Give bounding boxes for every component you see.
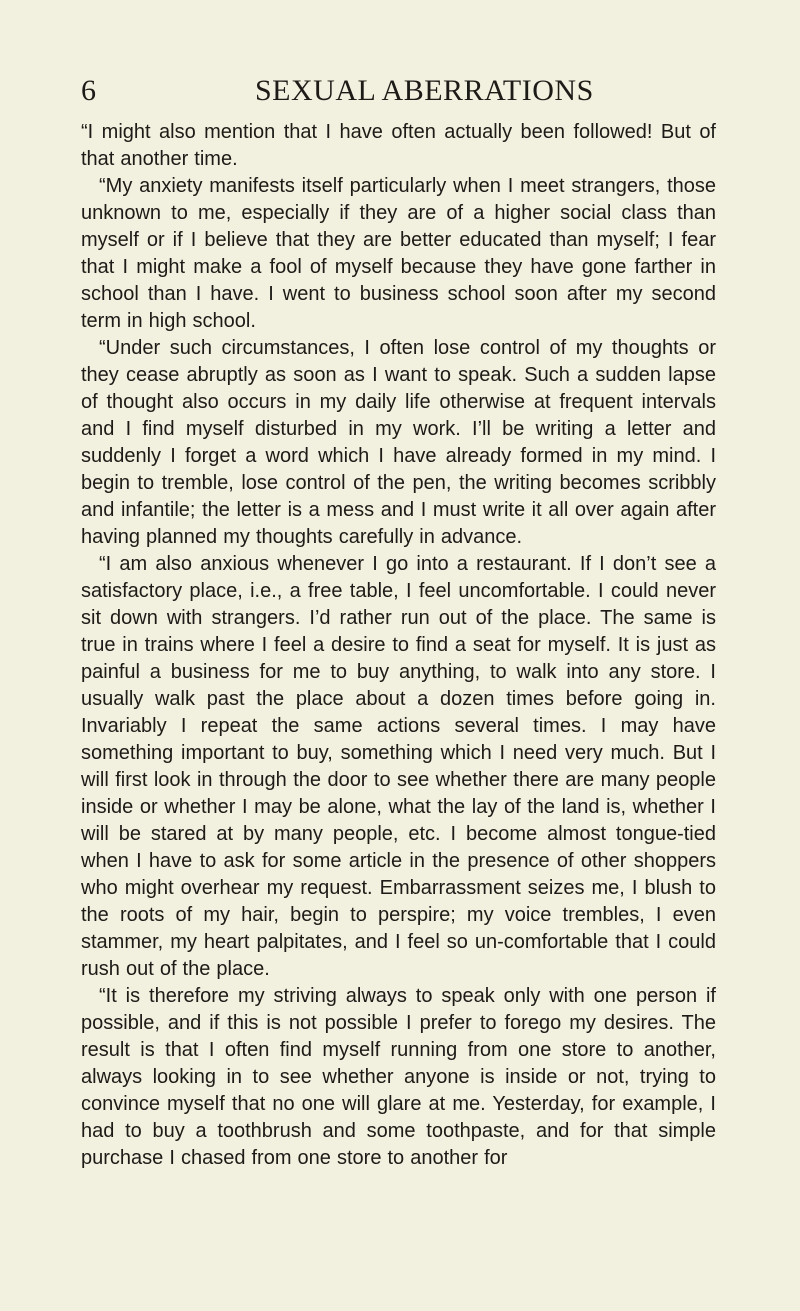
page-number: 6 xyxy=(81,74,97,107)
body-text xyxy=(81,119,716,1172)
paragraph-3: “Under such circumstances, I often lose control of my thoughts or they cease abruptly as soon as I want to speak. Such a sudden lapse of thought also occurs in my daily life otherwise at frequent intervals and I find myself disturbed in my work. I’ll be writing a letter and suddenly I forget a word which I have already formed in my mind. I begin to tremble, lose control of the pen, the writing becomes scribbly and infantile; the letter is a mess and I must write it all over again after having planned my thoughts carefully in advance. xyxy=(81,337,716,548)
paragraph-5: “It is therefore my striving always to speak only with one person if possible, and if this is not possible I prefer to forego my desires. The result is that I often find myself running from one store to another, always looking in to see whether anyone is inside or not, trying to convince myself that no one will glare at me. Yesterday, for example, I had to buy a toothbrush and some toothpaste, and for that simple purchase I chased from one store to another for xyxy=(81,985,716,1169)
running-header xyxy=(81,74,594,116)
paragraph-2: “My anxiety manifests itself particularly when I meet strangers, those unknown to me, especially if they are of a higher social class than myself or if I believe that they are better educated than myself; I fear that I might make a fool of myself because they have gone farther in school than I have. I went to business school soon after my second term in high school. xyxy=(81,175,716,332)
running-title: SEXUAL ABERRATIONS xyxy=(255,74,594,107)
paragraph-4: “I am also anxious whenever I go into a restaurant. If I don’t see a satisfactory place, i.e., a free table, I feel uncomfortable. I could never sit down with strangers. I’d rather run out of the place. The same is true in trains where I feel a desire to find a seat for myself. It is just as painful a business for me to buy anything, to walk into any store. I usually walk past the place about a dozen times before going in. Invariably I repeat the same actions several times. I may have something important to buy, something which I need very much. But I will first look in through the door to see whether there are many people inside or whether I may be alone, what the lay of the land is, whether I will be stared at by many people, etc. I become almost tongue-tied when I have to ask for some article in the presence of other shoppers who might overhear my request. Embarrassment seizes me, I blush to the roots of my hair, begin to perspire; my voice trembles, I even stammer, my heart palpitates, and I feel so un-comfortable that I could rush out of the place. xyxy=(81,553,716,980)
paragraph-1: “I might also mention that I have often actually been followed! But of that another time. xyxy=(81,121,716,170)
